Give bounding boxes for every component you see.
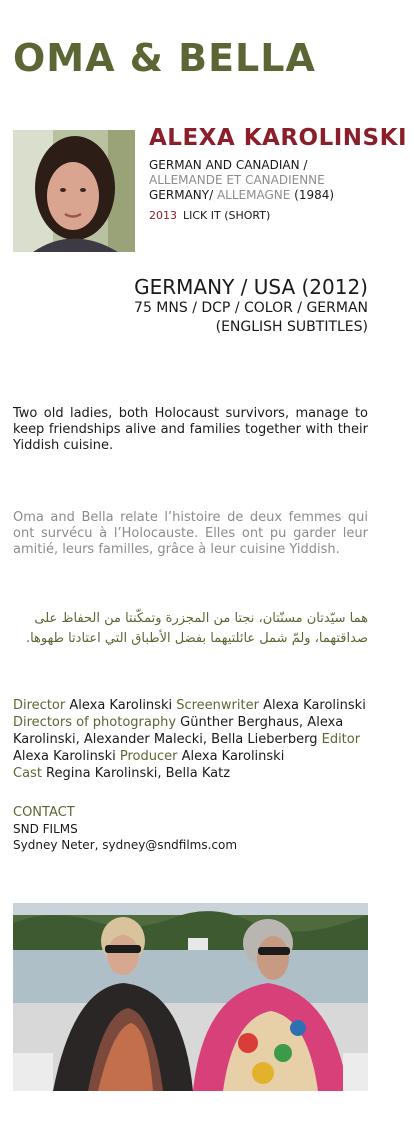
filmography-year: 2013 [149, 209, 177, 222]
production-country-year: GERMANY / USA (2012) [134, 275, 368, 299]
film-still-image [13, 903, 368, 1091]
director-portrait [13, 130, 135, 252]
credit-dop-label: Directors of photography [13, 715, 177, 730]
contact-person[interactable]: Sydney Neter, sydney@sndfilms.com [13, 838, 238, 852]
filmography-title: LICK IT (SHORT) [183, 209, 271, 222]
production-specs [88, 299, 368, 337]
credit-editor-label: Editor [321, 732, 361, 747]
credits-block [13, 697, 373, 782]
director-nationality-fr: ALLEMANDE ET CANADIENNE [149, 173, 325, 187]
credit-dop-value: Günther Berghaus, Alexa Karolinski, Alexander Malecki, Bella Lieberberg [13, 715, 344, 747]
credit-editor-value: Alexa Karolinski [13, 749, 120, 764]
credit-producer-label: Producer [119, 749, 178, 764]
credit-cast-value: Regina Karolinski, Bella Katz [41, 766, 231, 781]
credit-cast-label: Cast [13, 766, 42, 781]
credit-director-value: Alexa Karolinski [65, 698, 177, 713]
credit-producer-value: Alexa Karolinski [177, 749, 285, 764]
production-specs-line-1: 75 MNS / DCP / COLOR / GERMAN [134, 300, 368, 316]
synopsis-arabic: هما سيّدتان مسنّتان، نجتا من المجزرة وتمكّنتا من الحفاظ على صداقتهما، ولمّ شمل عائلتيهما بفضل الأطباق التي اعتادتا طهوها. [25, 611, 368, 646]
credit-director-label: Director [13, 698, 66, 713]
director-nationality-en: GERMAN AND CANADIAN / [149, 158, 308, 172]
contact-company: SND FILMS [13, 822, 78, 836]
contact-heading: CONTACT [13, 805, 75, 820]
director-country-fr: ALLEMAGNE [213, 188, 291, 202]
film-title: OMA & BELLA [13, 36, 316, 80]
director-birth-year: (1984) [290, 188, 335, 202]
production-specs-line-2: (ENGLISH SUBTITLES) [215, 319, 368, 335]
director-country-en: GERMANY/ [149, 188, 214, 202]
credit-screenwriter-value: Alexa Karolinski [258, 698, 366, 713]
film-still [13, 903, 368, 1091]
director-name: ALEXA KAROLINSKI [149, 125, 408, 151]
credit-screenwriter-label: Screenwriter [176, 698, 259, 713]
synopsis-french: Oma and Bella relate l’histoire de deux femmes qui ont survécu à l’Holocauste. Elles ont pu garder leur amitié, leurs familles, grâce à leur cuisine Yiddish. [13, 510, 368, 557]
filmography-item [149, 209, 270, 222]
synopsis-english: Two old ladies, both Holocaust survivors, manage to keep friendships alive and families together with their Yiddish cuisine. [13, 406, 368, 453]
director-country [149, 188, 334, 202]
director-portrait-image [13, 130, 135, 252]
